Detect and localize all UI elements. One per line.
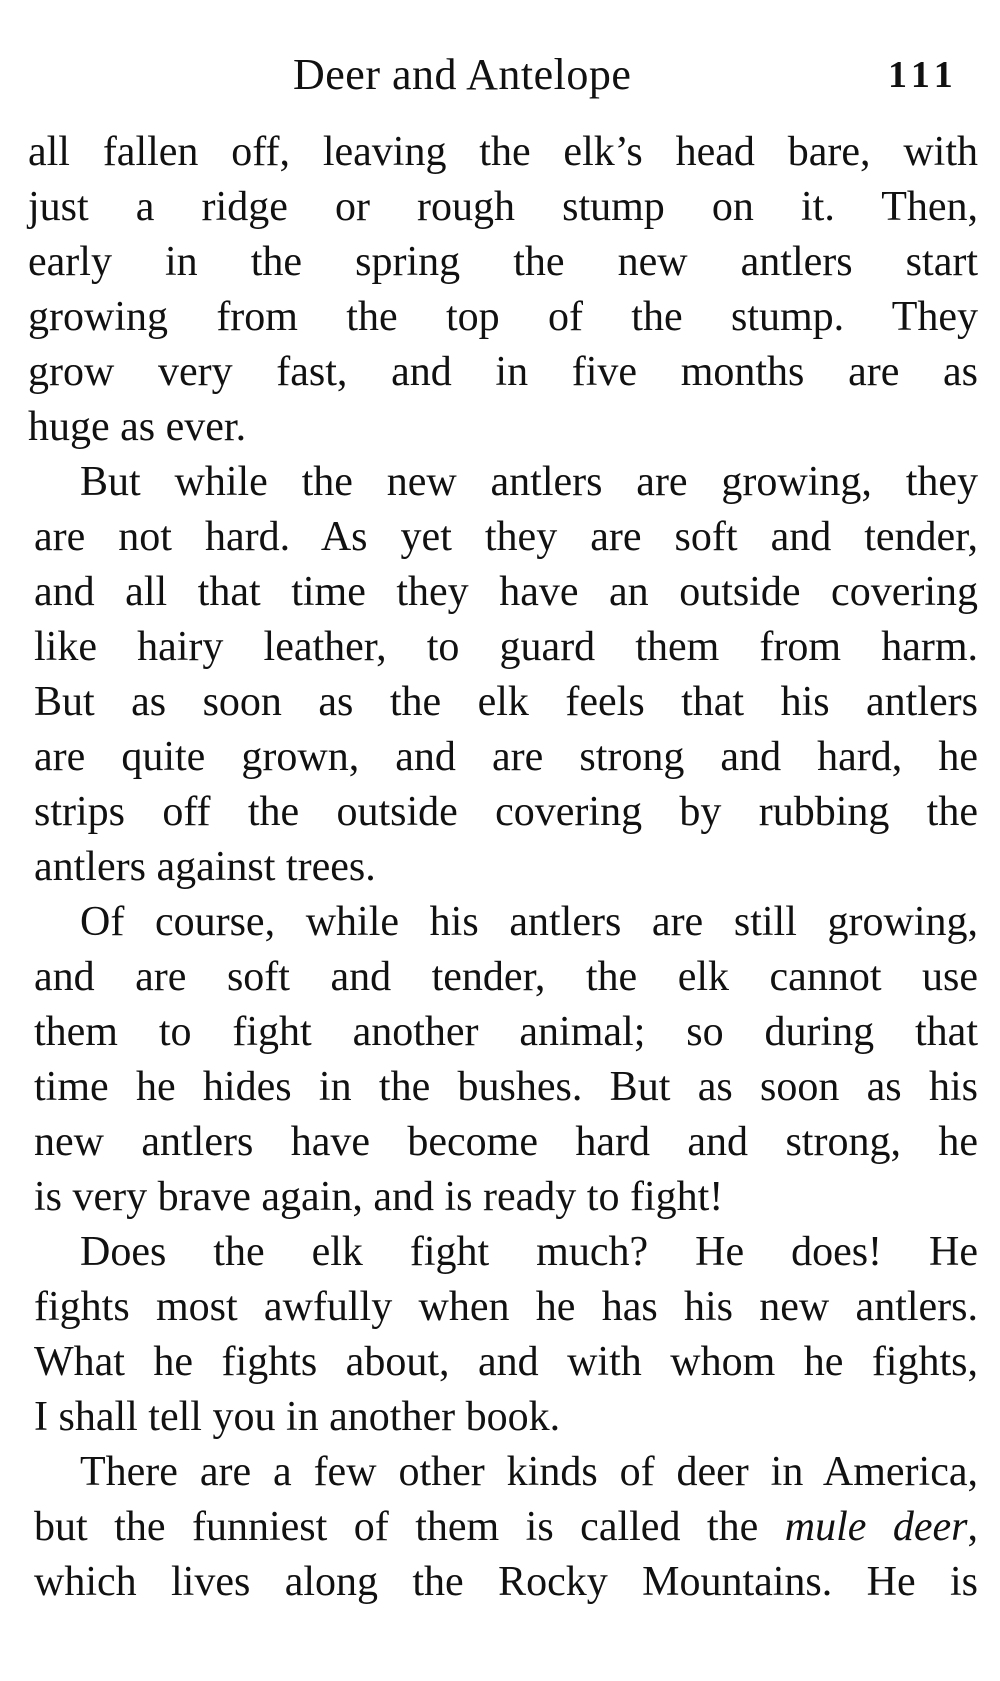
text-line: strips off the outside covering by rubbing the	[34, 789, 978, 835]
text-line: There are a few other kinds of deer in America,	[80, 1449, 978, 1495]
paragraph-3	[34, 895, 978, 1225]
text-line: grow very fast, and in five months are as	[28, 349, 978, 395]
paragraph-2	[34, 455, 978, 895]
text-line: which lives along the Rocky Mountains. He is	[34, 1559, 978, 1605]
text-line: Does the elk fight much? He does! He	[80, 1229, 978, 1275]
text-line: growing from the top of the stump. They	[28, 294, 978, 340]
text-line: all fallen off, leaving the elk’s head bare, with	[28, 129, 978, 175]
text-line: I shall tell you in another book.	[34, 1394, 561, 1440]
text-segment: ,	[967, 1504, 978, 1550]
text-line: What he fights about, and with whom he fights,	[34, 1339, 978, 1385]
page-number: 111	[888, 54, 959, 96]
text-line: and are soft and tender, the elk cannot use	[34, 954, 978, 1000]
paragraph-1	[28, 125, 978, 455]
paragraph-5	[34, 1445, 978, 1610]
text-line: time he hides in the bushes. But as soon as his	[34, 1064, 978, 1110]
text-segment: but the funniest of them is called the	[34, 1504, 785, 1550]
running-head	[0, 40, 1000, 110]
running-title: Deer and Antelope	[293, 50, 632, 99]
text-line: antlers against trees.	[34, 844, 376, 890]
text-line: new antlers have become hard and strong, he	[34, 1119, 978, 1165]
text-line: Of course, while his antlers are still growing,	[80, 899, 978, 945]
text-line: like hairy leather, to guard them from harm.	[34, 624, 978, 670]
text-line: huge as ever.	[28, 404, 247, 450]
text-line: But while the new antlers are growing, they	[80, 459, 978, 505]
text-line-with-italic	[34, 1500, 978, 1555]
text-line: early in the spring the new antlers start	[28, 239, 978, 285]
text-line: are not hard. As yet they are soft and tender,	[34, 514, 978, 560]
text-line: is very brave again, and is ready to fight!	[34, 1174, 724, 1220]
italic-term: mule deer	[784, 1504, 968, 1550]
paragraph-4	[34, 1225, 978, 1445]
text-line: But as soon as the elk feels that his antlers	[34, 679, 978, 725]
text-line: them to fight another animal; so during that	[34, 1009, 978, 1055]
text-line: and all that time they have an outside covering	[34, 569, 978, 615]
text-line: just a ridge or rough stump on it. Then,	[28, 184, 978, 230]
text-line: fights most awfully when he has his new antlers.	[34, 1284, 978, 1330]
body-text	[28, 125, 978, 1610]
text-line: are quite grown, and are strong and hard, he	[34, 734, 978, 780]
